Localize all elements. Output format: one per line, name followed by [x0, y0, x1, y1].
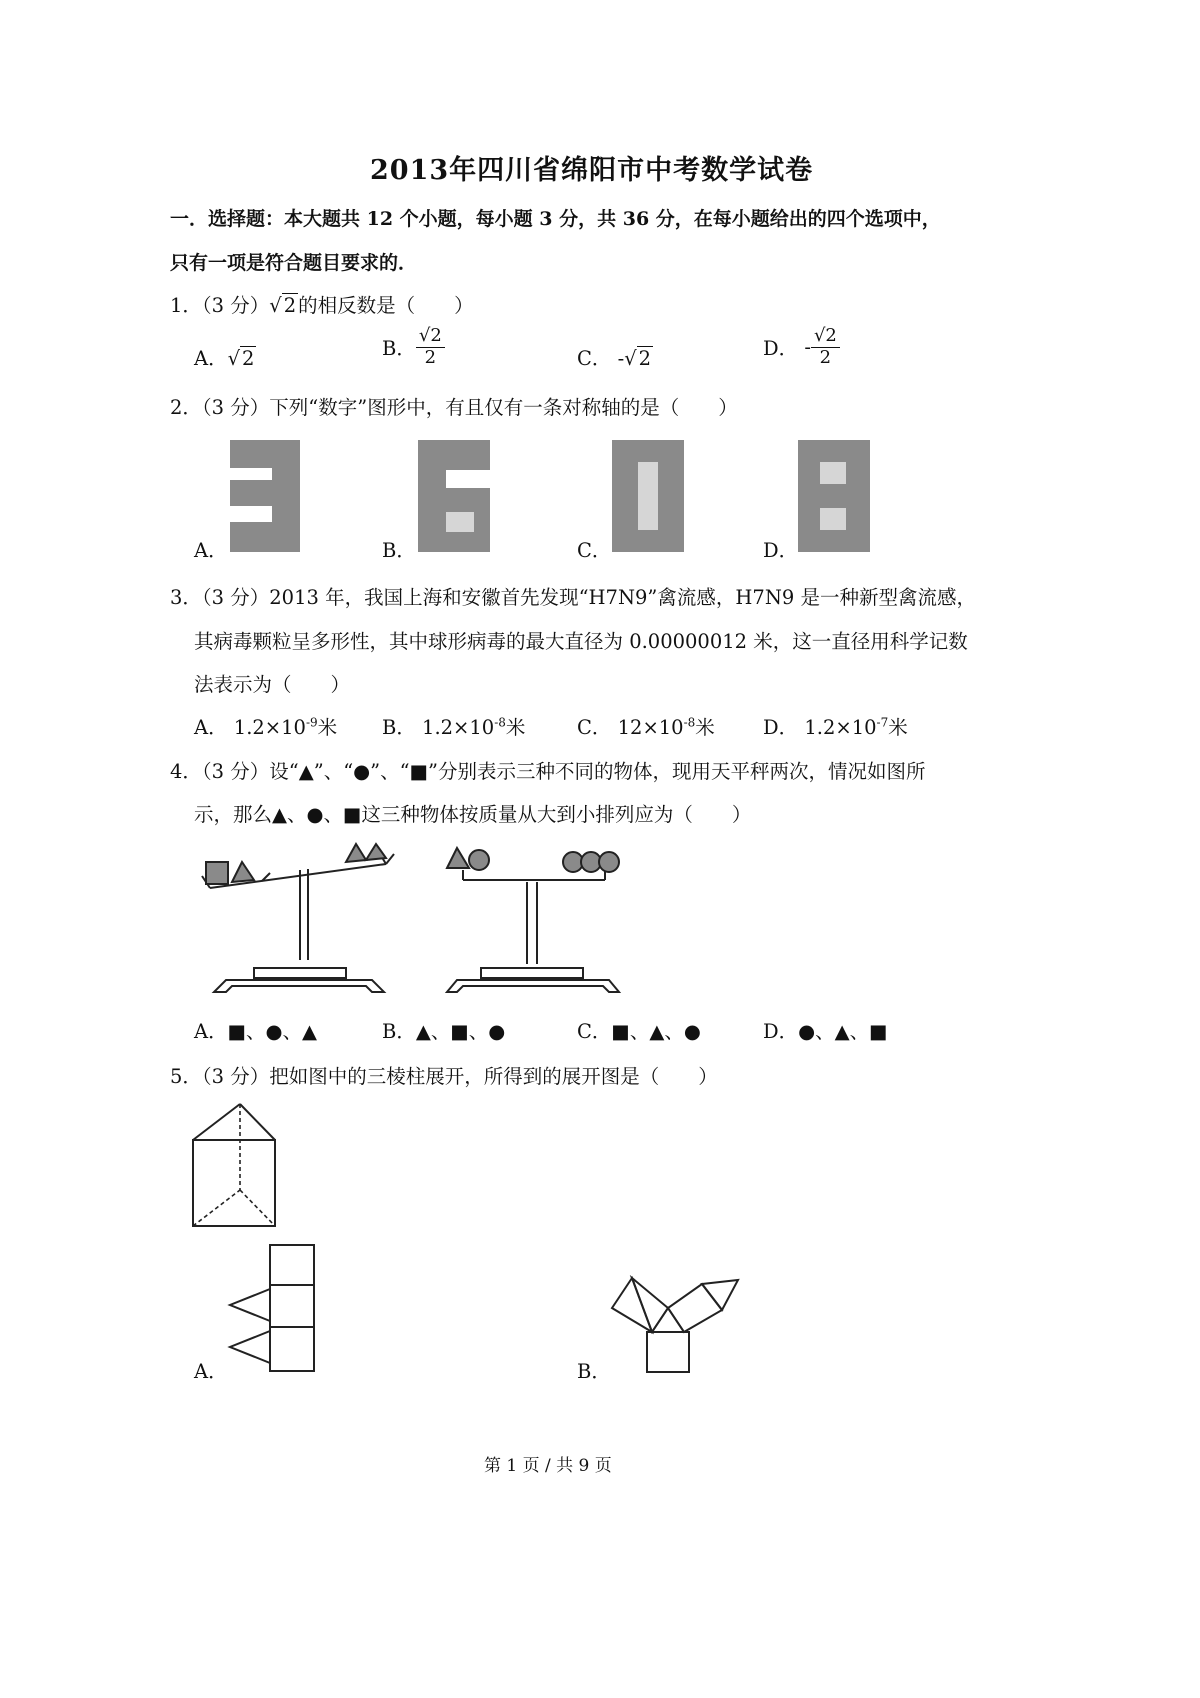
balance-1-figure: [196, 840, 406, 1000]
q1-option-c: C． -√ 2: [577, 347, 652, 370]
q1-suffix: 的相反数是（ ）: [298, 294, 474, 317]
page-title: 2013年四川省绵阳市中考数学试卷: [370, 155, 814, 186]
question-5: 5．（3 分）把如图中的三棱柱展开，所得到的展开图是（ ）: [170, 1065, 718, 1088]
q5-label-a: A．: [194, 1360, 228, 1383]
net-option-b-figure: [610, 1272, 745, 1374]
q3-option-c: C． $12\times 10^{-8}$米: [577, 715, 715, 739]
question-3-line3: 法表示为（ ）: [194, 673, 351, 696]
digit-0-figure: [612, 440, 684, 552]
q4-option-b: B．▲、■、●: [382, 1020, 506, 1043]
question-1: [170, 290, 474, 318]
page-footer: 第 1 页 / 共 9 页: [484, 1456, 612, 1476]
question-4-line2: 示，那么▲、●、■这三种物体按质量从大到小排列应为（ ）: [194, 803, 752, 826]
digit-3-figure: [230, 440, 300, 552]
question-3-line1: 3．（3 分）2013 年，我国上海和安徽首先发现“H7N9”禽流感，H7N9 是一种新型禽流感，: [170, 586, 976, 609]
triangular-prism-figure: [190, 1100, 290, 1230]
q1-prefix: 1．（3 分）: [170, 294, 270, 317]
q2-label-b: B．: [382, 539, 416, 562]
q4-option-a: A．■、●、▲: [194, 1020, 318, 1043]
q3-option-d: D． $1.2\times 10^{-7}$米: [763, 715, 908, 739]
q2-label-d: D．: [763, 539, 799, 562]
digit-6-figure: [418, 440, 490, 552]
q1-option-d: D． - $\frac{√2}{2}$: [763, 326, 840, 368]
q1-sqrt: √ 2: [269, 294, 297, 317]
section-heading-line2: 只有一项是符合题目要求的．: [170, 252, 418, 274]
question-4-line1: 4．（3 分）设“▲”、“●”、“■”分别表示三种不同的物体，现用天平秤两次，情况如图所: [170, 760, 926, 783]
q4-option-d: D．●、▲、■: [763, 1020, 888, 1043]
q1-option-b: B． $\frac{√2}{2}$: [382, 326, 445, 368]
digit-8-figure: [798, 440, 870, 552]
q2-label-a: A．: [194, 539, 228, 562]
question-3-line2: 其病毒颗粒呈多形性，其中球形病毒的最大直径为 0.00000012 米，这一直径用科学记数: [194, 630, 968, 653]
q3-option-b: B． $1.2\times 10^{-8}$米: [382, 715, 526, 739]
question-2: 2．（3 分）下列“数字”图形中，有且仅有一条对称轴的是（ ）: [170, 396, 738, 419]
q2-label-c: C．: [577, 539, 612, 562]
net-option-a-figure: [226, 1243, 318, 1375]
section-heading-line1: 一．选择题：本大题共 12 个小题，每小题 3 分，共 36 分，在每小题给出的四个选项中，: [170, 208, 941, 230]
q1-option-a: A．√ 2: [194, 347, 255, 370]
balance-2-figure: [433, 840, 633, 1000]
q3-option-a: A． $1.2\times 10^{-9}$米: [194, 715, 338, 739]
q4-option-c: C．■、▲、●: [577, 1020, 701, 1043]
q5-label-b: B．: [577, 1360, 611, 1383]
